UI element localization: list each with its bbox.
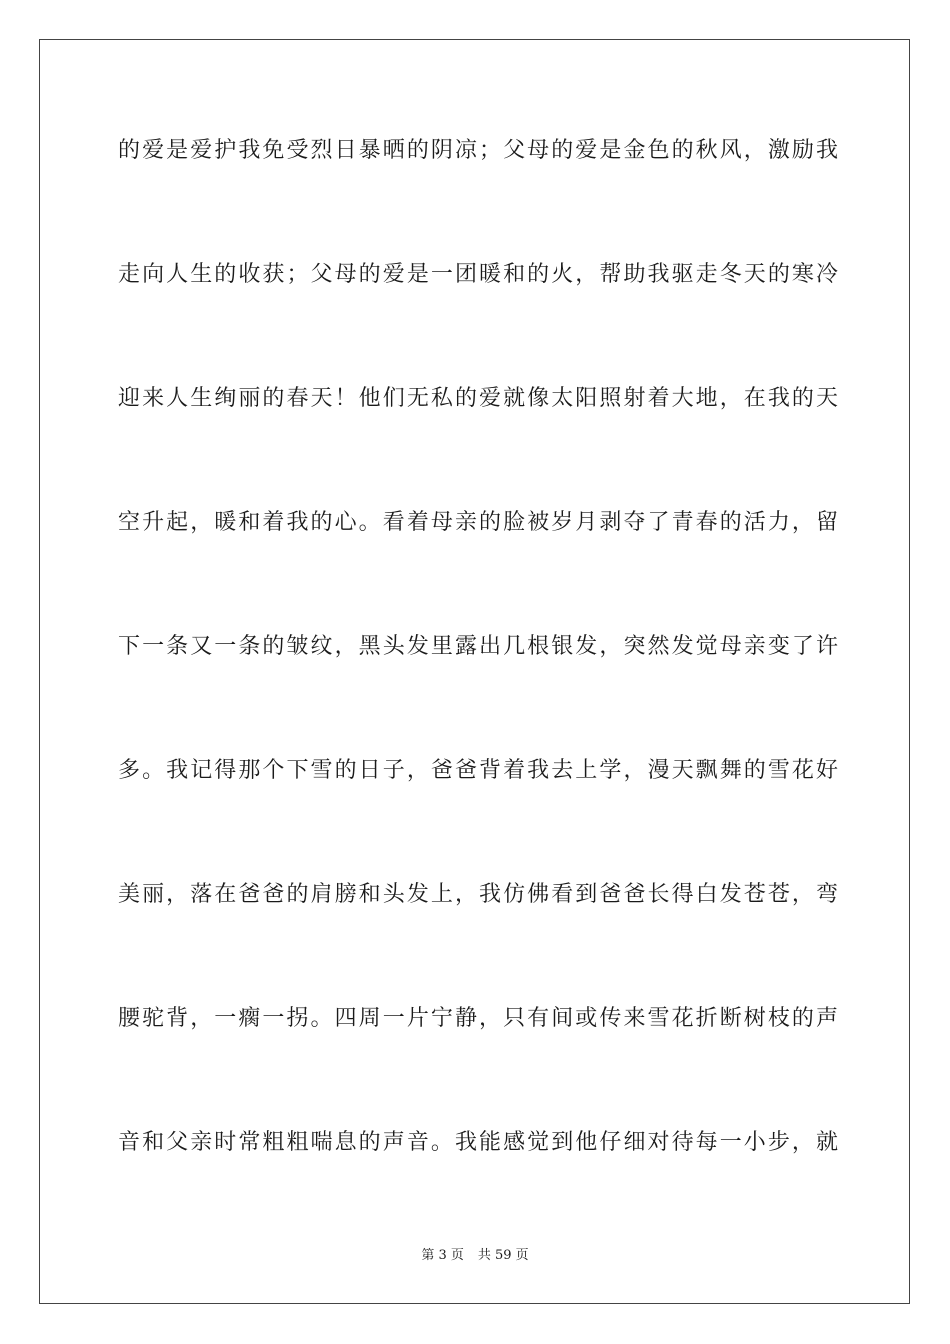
- page-number: 第 3 页: [421, 1248, 464, 1263]
- text-line: 腰驼背，一瘸一拐。四周一片宁静，只有间或传来雪花折断树枝的声: [118, 1006, 838, 1031]
- text-line: 走向人生的收获；父母的爱是一团暖和的火，帮助我驱走冬天的寒冷: [118, 262, 838, 287]
- page-total: 共 59 页: [477, 1248, 529, 1263]
- text-line: 迎来人生绚丽的春天！他们无私的爱就像太阳照射着大地，在我的天: [118, 386, 838, 411]
- text-line: 下一条又一条的皱纹，黑头发里露出几根银发，突然发觉母亲变了许: [118, 634, 838, 659]
- text-line: 美丽，落在爸爸的肩膀和头发上，我仿佛看到爸爸长得白发苍苍，弯: [118, 882, 838, 907]
- text-line: 的爱是爱护我免受烈日暴晒的阴凉；父母的爱是金色的秋风，激励我: [118, 138, 838, 163]
- text-line: 空升起，暖和着我的心。看着母亲的脸被岁月剥夺了青春的活力，留: [118, 510, 838, 535]
- text-line: 多。我记得那个下雪的日子，爸爸背着我去上学，漫天飘舞的雪花好: [118, 758, 838, 783]
- text-line: 音和父亲时常粗粗喘息的声音。我能感觉到他仔细对待每一小步，就: [118, 1130, 838, 1155]
- page-border: [39, 39, 910, 1304]
- page-footer: [0, 1248, 950, 1264]
